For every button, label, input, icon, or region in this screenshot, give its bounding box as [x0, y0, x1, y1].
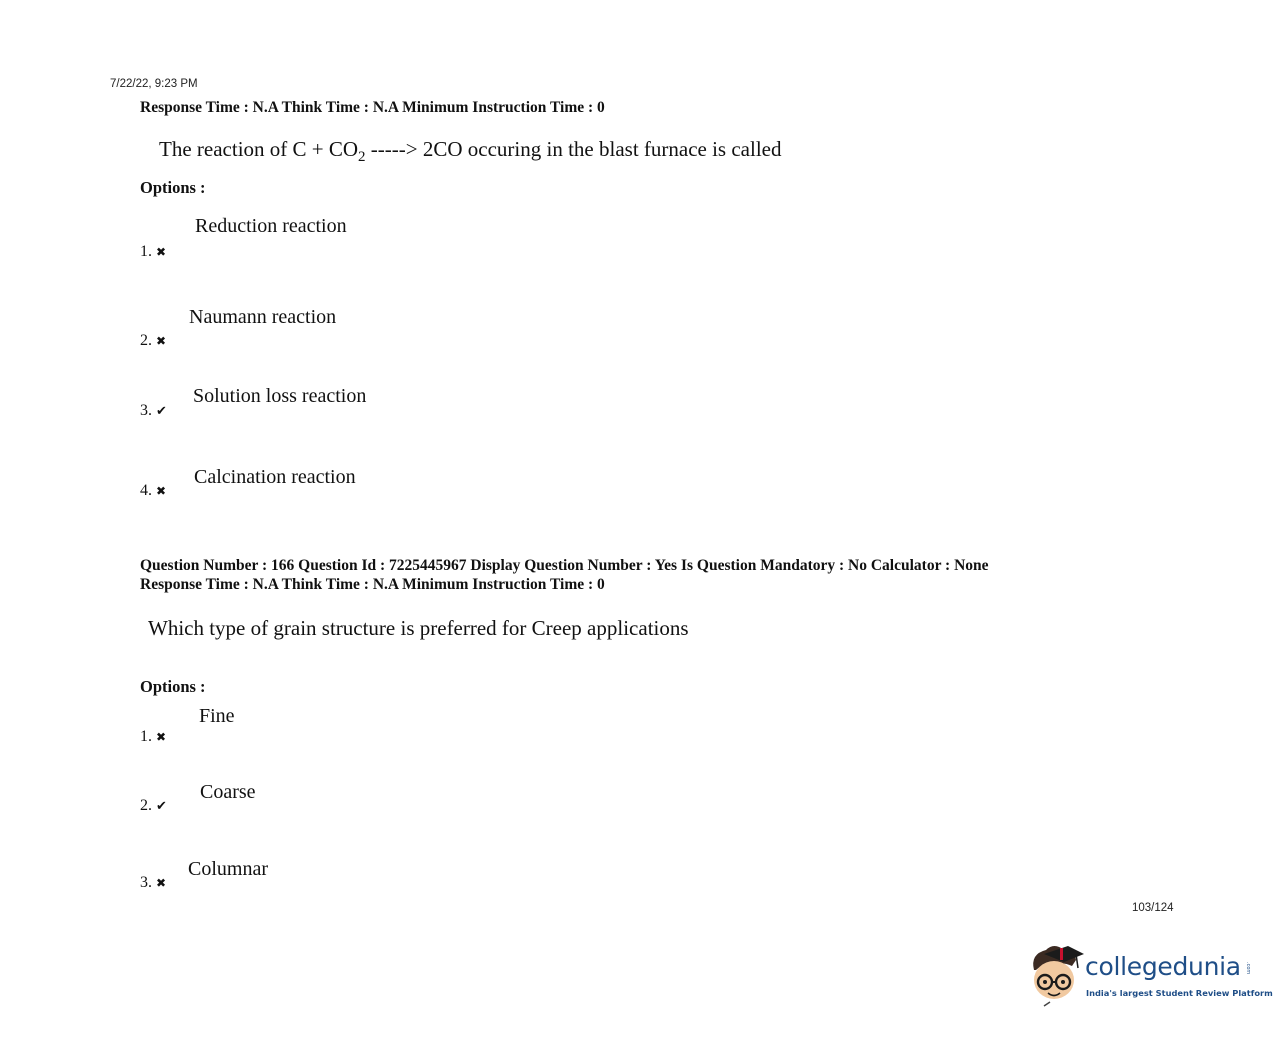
page-number: 103/124	[1132, 902, 1174, 914]
cross-icon: ✖	[156, 730, 167, 744]
q1-option-3-number: 3.	[140, 402, 152, 419]
question-1-subscript: 2	[358, 149, 366, 165]
q2-option-3-number: 3.	[140, 874, 152, 891]
question-1-options-label: Options :	[140, 178, 206, 197]
question-1-text	[159, 137, 782, 166]
question-1-meta: Response Time : N.A Think Time : N.A Minimum Instruction Time : 0	[140, 99, 605, 116]
q1-option-4-marker	[140, 482, 166, 500]
checkmark-icon: ✔	[156, 403, 167, 418]
q1-option-1-text: Reduction reaction	[195, 215, 347, 237]
logo-suffix: .com	[1245, 962, 1251, 975]
q1-option-2-text: Naumann reaction	[189, 306, 337, 328]
q1-option-2-marker	[140, 332, 166, 350]
q1-option-2-number: 2.	[140, 332, 152, 349]
q1-option-4-number: 4.	[140, 482, 152, 499]
q2-option-1-text: Fine	[199, 705, 235, 727]
q2-option-2-number: 2.	[140, 797, 152, 814]
logo-wordmark: collegedunia	[1085, 952, 1241, 981]
question-1-text-part1: The reaction of C + CO	[159, 137, 359, 161]
logo-tagline: India's largest Student Review Platform	[1086, 988, 1273, 998]
collegedunia-logo	[1024, 940, 1273, 1012]
cross-icon: ✖	[156, 334, 167, 348]
checkmark-icon: ✔	[156, 798, 167, 813]
cross-icon: ✖	[156, 245, 167, 259]
question-2-text: Which type of grain structure is preferred for Creep applications	[148, 616, 689, 640]
q1-option-3-text: Solution loss reaction	[193, 385, 367, 407]
question-2-options-label: Options :	[140, 677, 206, 696]
q2-option-2-text: Coarse	[200, 781, 256, 803]
question-1-text-part2: -----> 2CO occuring in the blast furnace is called	[365, 137, 782, 161]
print-timestamp: 7/22/22, 9:23 PM	[110, 78, 198, 90]
q2-option-1-number: 1.	[140, 728, 152, 745]
cross-icon: ✖	[156, 876, 167, 890]
q1-option-1-number: 1.	[140, 243, 152, 260]
mascot-icon	[1024, 940, 1086, 1010]
q2-option-2-marker	[140, 797, 167, 815]
q2-option-3-marker	[140, 874, 166, 892]
question-2-meta-line-1: Question Number : 166 Question Id : 7225445967 Display Question Number : Yes Is Question Mandatory : No Calculator : None	[140, 557, 989, 574]
q1-option-3-marker	[140, 402, 167, 420]
q2-option-3-text: Columnar	[188, 858, 268, 880]
cross-icon: ✖	[156, 484, 167, 498]
q1-option-1-marker	[140, 243, 166, 261]
question-2-meta-line-2: Response Time : N.A Think Time : N.A Minimum Instruction Time : 0	[140, 576, 605, 593]
q1-option-4-text: Calcination reaction	[194, 466, 356, 488]
q2-option-1-marker	[140, 728, 166, 746]
